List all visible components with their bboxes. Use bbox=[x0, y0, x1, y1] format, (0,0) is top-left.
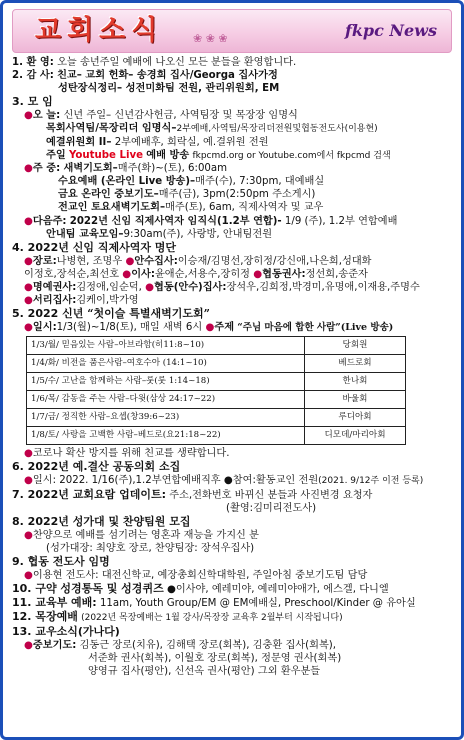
today-label: 오 늘: bbox=[32, 110, 61, 122]
section-dawn-prayer bbox=[12, 307, 452, 460]
schedule-team: 루디아회 bbox=[305, 409, 406, 427]
appoint-detail: 2부예배,사역팀/목장리더전원및협동전도사(이용현) bbox=[176, 124, 378, 135]
honor-kwon-names: 김정애,임순덕, bbox=[76, 281, 142, 293]
news-label: fkpc News bbox=[344, 21, 437, 40]
youtube-live-label: Youtube Live bbox=[68, 149, 144, 161]
evangelist-detail: 이용현 전도사: 대전신학교, 예장총회신학대학원, 주일아침 중보기도팀 담당 bbox=[32, 570, 368, 582]
thanks-line: 친교– 교회 헌화– 송경희 집사/Georga 집사가정 bbox=[57, 70, 278, 82]
section-heading: 12. 목장예배 bbox=[12, 610, 78, 624]
ornament-icon: ❀ ❀ ❀ bbox=[193, 32, 228, 45]
wed-service-label: 수요예배 (온라인 Live 방송)– bbox=[58, 176, 196, 188]
date-label: 일시: bbox=[32, 321, 57, 333]
section-welcome bbox=[12, 56, 452, 69]
schedule-day: 1/6/목/ 감동을 주는 사람–다윗(삼상 24:17~22) bbox=[27, 391, 305, 409]
coop-kwon-label: 협동권사: bbox=[262, 268, 306, 280]
prayer-label: 중보기도: bbox=[32, 639, 77, 651]
coop-deacon-names: 장석우,김희정,박경미,유명애,이재용,주명수 bbox=[226, 281, 420, 293]
schedule-day: 1/3/월/ 믿음있는 사람–아브라함(히11:8~10) bbox=[27, 337, 305, 355]
section-directory-update bbox=[12, 488, 452, 515]
cell-service-detail: (2022년 목장예배는 1월 강사/목장장 교육후 2월부터 시작됩니다) bbox=[81, 613, 343, 624]
deacon-names: 이정호,장석순,최선호 bbox=[24, 268, 120, 280]
kwon-label: 이사: bbox=[131, 268, 155, 280]
bullet-icon: ● bbox=[24, 281, 33, 293]
table-row bbox=[27, 427, 406, 445]
section-thanks bbox=[12, 69, 452, 95]
section-heading: 9. 협동 전도사 임명 bbox=[12, 555, 110, 569]
theme-label: 주제 bbox=[214, 321, 235, 333]
section-meetings bbox=[12, 95, 452, 240]
next-week-label: 다음주: bbox=[32, 215, 67, 227]
directory-detail: 주소,전화번호 바뀌신 분들과 사진변경 요청자 bbox=[169, 489, 373, 501]
welcome-text: 오늘 송년주일 예배에 나오신 모든 분들을 환영합니다. bbox=[57, 57, 297, 68]
usher-training-detail: 9:30am(주), 사랑방, 안내팀전원 bbox=[123, 228, 273, 240]
schedule-team: 베드로회 bbox=[305, 355, 406, 373]
theme-text: “주님 마음에 합한 사람”(Live 방송) bbox=[237, 321, 394, 333]
dawn-prayer-title: “첫이슬 특별새벽기도회” bbox=[87, 306, 210, 320]
youtube-pre: 주일 bbox=[46, 149, 66, 161]
acting-deacon-label: 서리집사: bbox=[32, 294, 77, 306]
education-detail: 11am, Youth Group/EM @ EM예배실, Preschool/Kinder @ 유아실 bbox=[99, 598, 416, 610]
table-row bbox=[27, 391, 406, 409]
week-label: 주 중: bbox=[32, 163, 61, 175]
thanks-line: 성탄장식정리– 성전미화팀 전원, 관리위원회, EM bbox=[58, 83, 280, 95]
bullet-icon: ● bbox=[24, 294, 33, 306]
bulletin-title: 교회소식 bbox=[35, 15, 164, 46]
bullet-icon: ● bbox=[24, 255, 33, 267]
section-number: 1. 환 영: bbox=[12, 57, 54, 68]
bullet-icon: ● bbox=[125, 255, 135, 267]
masthead-banner bbox=[12, 9, 452, 53]
schedule-day: 1/7/금/ 정직한 사람–요셉(창39:6~23) bbox=[27, 409, 305, 427]
elder-label: 장로: bbox=[32, 255, 57, 267]
covid-note: 코로나 확산 방지를 위해 친교를 생략합니다. bbox=[32, 448, 230, 460]
section-education-service bbox=[12, 596, 452, 610]
deacon-names: 이승재/김명선,장히정/강신애,나은희,성대화 bbox=[177, 255, 372, 267]
usher-training-label: 안내팀 교육모임– bbox=[46, 228, 124, 240]
ordination-label: 2022년 신임 직제사역자 임직식(1.2부 연합)- bbox=[69, 215, 282, 227]
youtube-post: 예배 방송 bbox=[146, 149, 190, 161]
bullet-icon: ● bbox=[24, 448, 33, 460]
choir-leaders: (성가대장: 최양호 장로, 찬양팀장: 장석우집사) bbox=[46, 543, 255, 555]
elder-names: 나병현, 조명우 bbox=[56, 255, 123, 267]
bullet-icon: ● bbox=[24, 321, 33, 333]
prayer-names: 김동근 장로(치유), 김해택 장로(회복), 김충환 집사(회복), bbox=[79, 639, 337, 651]
section-heading: 3. 모 임 bbox=[12, 95, 53, 109]
bullet-icon: ● bbox=[145, 281, 155, 293]
section-bible-reading bbox=[12, 582, 452, 596]
section-heading: 4. 2022년 신임 직제사역자 명단 bbox=[12, 240, 177, 254]
youtube-detail: fkpcmd.org or Youtube.com에서 fkpcmd 검색 bbox=[192, 150, 391, 161]
section-member-news bbox=[12, 625, 452, 678]
section-number: 2. 감 사: bbox=[12, 70, 54, 82]
wed-service-detail: 매주(수), 7:30pm, 대예배실 bbox=[195, 176, 325, 188]
section-heading: 8. 2022년 성가대 및 찬양팀원 모집 bbox=[12, 514, 191, 528]
section-heading: 5. 2022 신년 bbox=[12, 306, 84, 320]
prayer-names: 양영규 집사(평안), 신선옥 권사(평안) 그외 환우분들 bbox=[88, 666, 321, 678]
section-evangelist-appointment bbox=[12, 555, 452, 582]
bullet-icon: ● bbox=[24, 163, 33, 175]
section-heading: 6. 2022년 예.결산 공동의회 소집 bbox=[12, 460, 181, 474]
section-heading: 11. 교육부 예배: bbox=[12, 596, 97, 610]
schedule-team: 한나회 bbox=[305, 373, 406, 391]
bullet-icon: ● bbox=[24, 110, 33, 122]
ordination-detail: 1/9 (주), 1.2부 연합예배 bbox=[284, 215, 398, 227]
schedule-day: 1/5/수/ 고난을 함께하는 사람–룻(룻 1:14~18) bbox=[27, 373, 305, 391]
bullet-icon: ● bbox=[122, 268, 132, 280]
bullet-icon: ● bbox=[24, 639, 33, 651]
fri-prayer-label: 금요 온라인 중보기도– bbox=[58, 189, 159, 201]
dawn-prayer-detail: 매주(화)~(토), 6:00am bbox=[117, 163, 228, 175]
bullet-icon: ● bbox=[253, 268, 263, 280]
bullet-icon: ● bbox=[24, 529, 33, 541]
table-row bbox=[27, 409, 406, 427]
acting-deacon-names: 김케이,박가영 bbox=[76, 294, 139, 306]
directory-photographer: (촬영:김미리전도사) bbox=[226, 502, 317, 514]
choir-detail: 찬양으로 예배를 섬기려는 영혼과 재능을 가지신 분 bbox=[32, 529, 259, 541]
schedule-day: 1/8/토/ 사랑을 고백한 사람–베드로(요21:18~22) bbox=[27, 427, 305, 445]
bullet-icon: ● bbox=[24, 215, 33, 227]
fri-prayer-detail: 매주(금), 3pm(2:50pm 주소게시) bbox=[158, 189, 316, 201]
section-heading: 13. 교우소식(가나다) bbox=[12, 624, 120, 638]
election-detail: 2부예배후, 희락실, 예.결위원 전원 bbox=[114, 136, 269, 148]
bible-reading-detail: ●이사야, 예레미야, 예레미야애가, 에스겔, 다니엘 bbox=[166, 584, 389, 596]
prayer-names: 서준화 권사(회복), 이월호 장로(회복), 정문영 권사(회복) bbox=[88, 652, 342, 664]
schedule-team: 당회원 bbox=[305, 337, 406, 355]
coop-deacon-label: 협동(안수)집사: bbox=[154, 281, 227, 293]
meeting-detail: 일시: 2022. 1/16(주),1.2부연합예배직후 ●참여:활동교인 전원 bbox=[32, 475, 319, 487]
table-row bbox=[27, 355, 406, 373]
dawn-prayer-label: 새벽기도회– bbox=[63, 163, 118, 175]
schedule-day: 1/4/화/ 비전을 품은사람–여호수아 (14:1~10) bbox=[27, 355, 305, 373]
section-congregation-meeting bbox=[12, 460, 452, 488]
section-new-officers bbox=[12, 241, 452, 307]
election-label: 예결위원회 II– bbox=[46, 136, 112, 148]
sat-prayer-detail: 매주(토), 6am, 직제사역자 및 교우 bbox=[165, 202, 324, 214]
sat-prayer-label: 전교인 토요새벽기도회– bbox=[58, 202, 166, 214]
meeting-note: (2021. 9/12주 이전 등록) bbox=[318, 476, 424, 487]
deacon-label: 안수집사: bbox=[134, 255, 178, 267]
section-heading: 7. 2022년 교회요람 업데이트: bbox=[12, 487, 166, 501]
dawn-prayer-schedule-table bbox=[26, 336, 406, 445]
schedule-team: 바울회 bbox=[305, 391, 406, 409]
coop-kwon-names: 정선희,송준자 bbox=[305, 268, 368, 280]
bullet-icon: ● bbox=[24, 570, 33, 582]
table-row bbox=[27, 337, 406, 355]
kwon-names: 윤애순,서용수,장히정 bbox=[154, 268, 250, 280]
bullet-icon: ● bbox=[205, 321, 215, 333]
schedule-team: 디모데/마리아회 bbox=[305, 427, 406, 445]
section-choir-recruit bbox=[12, 515, 452, 555]
section-cell-service bbox=[12, 610, 452, 625]
appoint-label: 목회사역팀/목장리더 임명식– bbox=[46, 123, 177, 135]
honor-kwon-label: 명예권사: bbox=[32, 281, 77, 293]
table-row bbox=[27, 373, 406, 391]
bullet-icon: ● bbox=[24, 475, 33, 487]
date-text: 1/3(월)~1/8(토), 매일 새벽 6시 bbox=[56, 321, 203, 333]
today-text: 신년 주일– 신년감사헌금, 사역팀장 및 목장장 임명식 bbox=[63, 110, 298, 122]
section-heading: 10. 구약 성경통독 및 성경퀴즈 bbox=[12, 582, 164, 596]
